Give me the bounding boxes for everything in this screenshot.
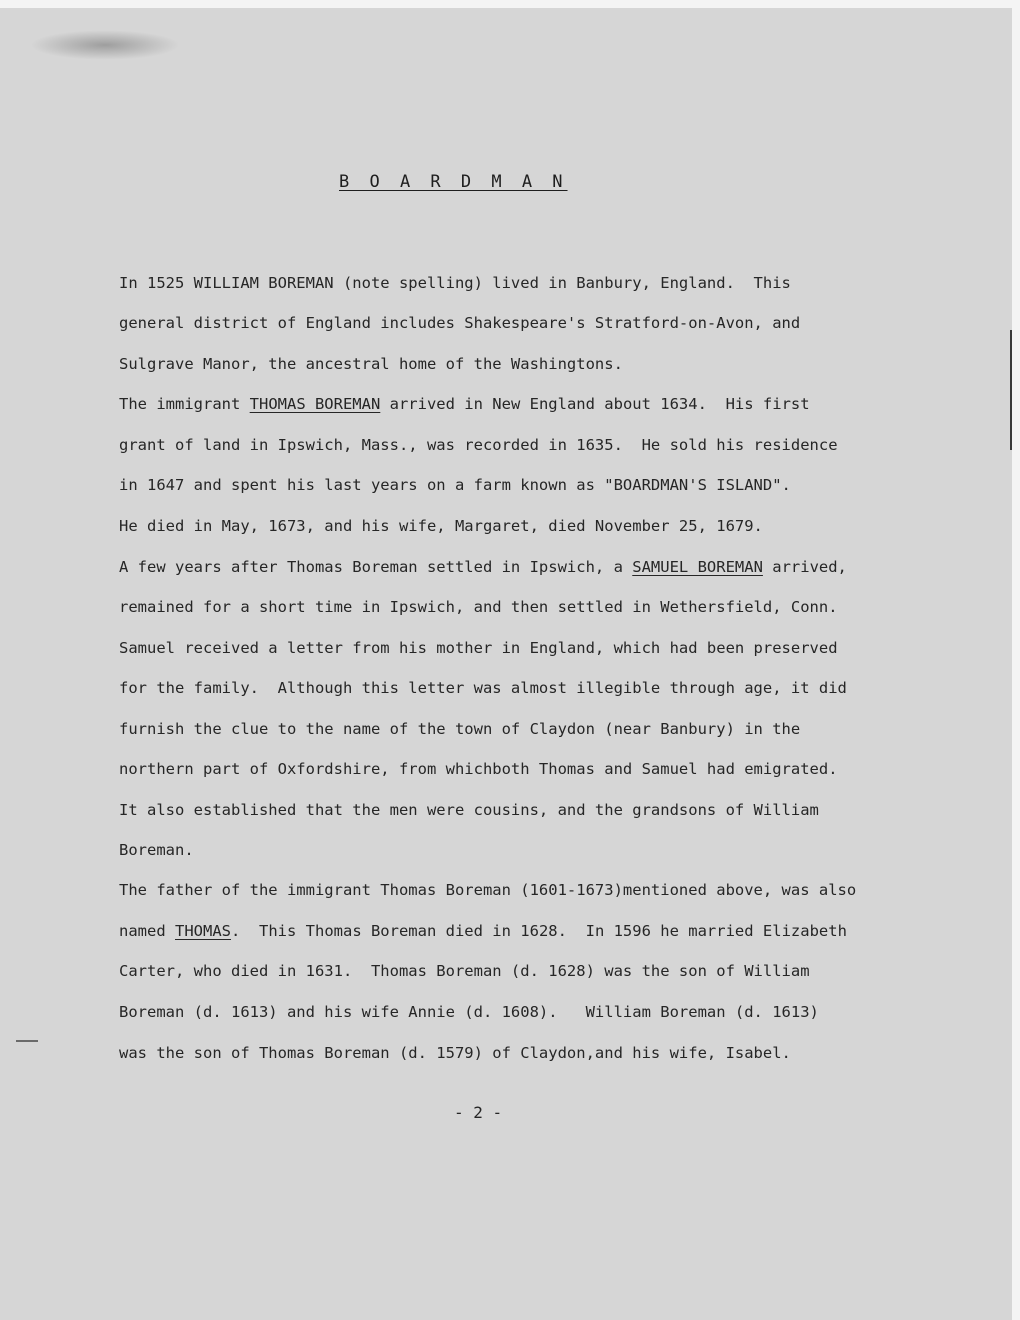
text-line [119,921,847,941]
text-line: Sulgrave Manor, the ancestral home of the Washingtons. [119,355,623,373]
text-line: northern part of Oxfordshire, from whichboth Thomas and Samuel had emigrated. [119,760,838,778]
margin-tick [16,1040,38,1042]
underlined-name: SAMUEL BOREMAN [632,558,763,576]
paper-top-edge [0,0,1020,8]
text-line: The father of the immigrant Thomas Boreman (1601-1673)mentioned above, was also [119,881,857,899]
paper-smudge [30,30,180,60]
text-line: general district of England includes Shakespeare's Stratford-on-Avon, and [119,314,801,332]
text-span: A few years after Thomas Boreman settled in Ipswich, a [119,558,633,576]
text-line: for the family. Although this letter was almost illegible through age, it did [119,679,847,697]
text-line [119,557,847,577]
text-line: Carter, who died in 1631. Thomas Boreman (d. 1628) was the son of William [119,962,810,980]
text-span: The immigrant [119,395,250,413]
margin-mark [1010,330,1012,450]
underlined-name: THOMAS BOREMAN [249,395,381,413]
text-line: He died in May, 1673, and his wife, Margaret, died November 25, 1679. [119,517,763,535]
text-line: in 1647 and spent his last years on a farm known as "BOARDMAN'S ISLAND". [119,476,791,494]
text-line: In 1525 WILLIAM BOREMAN (note spelling) lived in Banbury, England. This [119,274,791,292]
text-span: named [119,922,175,940]
text-line: furnish the clue to the name of the town of Claydon (near Banbury) in the [119,720,801,738]
text-line: was the son of Thomas Boreman (d. 1579) of Claydon,and his wife, Isabel. [119,1044,791,1062]
paper-right-edge [1012,0,1020,1320]
text-line: Samuel received a letter from his mother in England, which had been preserved [119,639,838,657]
text-line [119,394,810,414]
text-line: grant of land in Ipswich, Mass., was recorded in 1635. He sold his residence [119,436,838,454]
text-span: arrived, [762,558,847,576]
text-line: Boreman (d. 1613) and his wife Annie (d. 1608). William Boreman (d. 1613) [119,1003,819,1021]
text-line: Boreman. [119,841,194,859]
text-line: remained for a short time in Ipswich, and then settled in Wethersfield, Conn. [119,598,838,616]
underlined-name: THOMAS [175,922,231,940]
text-span: . This Thomas Boreman died in 1628. In 1596 he married Elizabeth [231,922,847,940]
text-line: It also established that the men were cousins, and the grandsons of William [119,801,819,819]
text-span: arrived in New England about 1634. His first [380,395,810,413]
document-title: B O A R D M A N [339,172,568,192]
page-number: - 2 - [454,1103,503,1122]
